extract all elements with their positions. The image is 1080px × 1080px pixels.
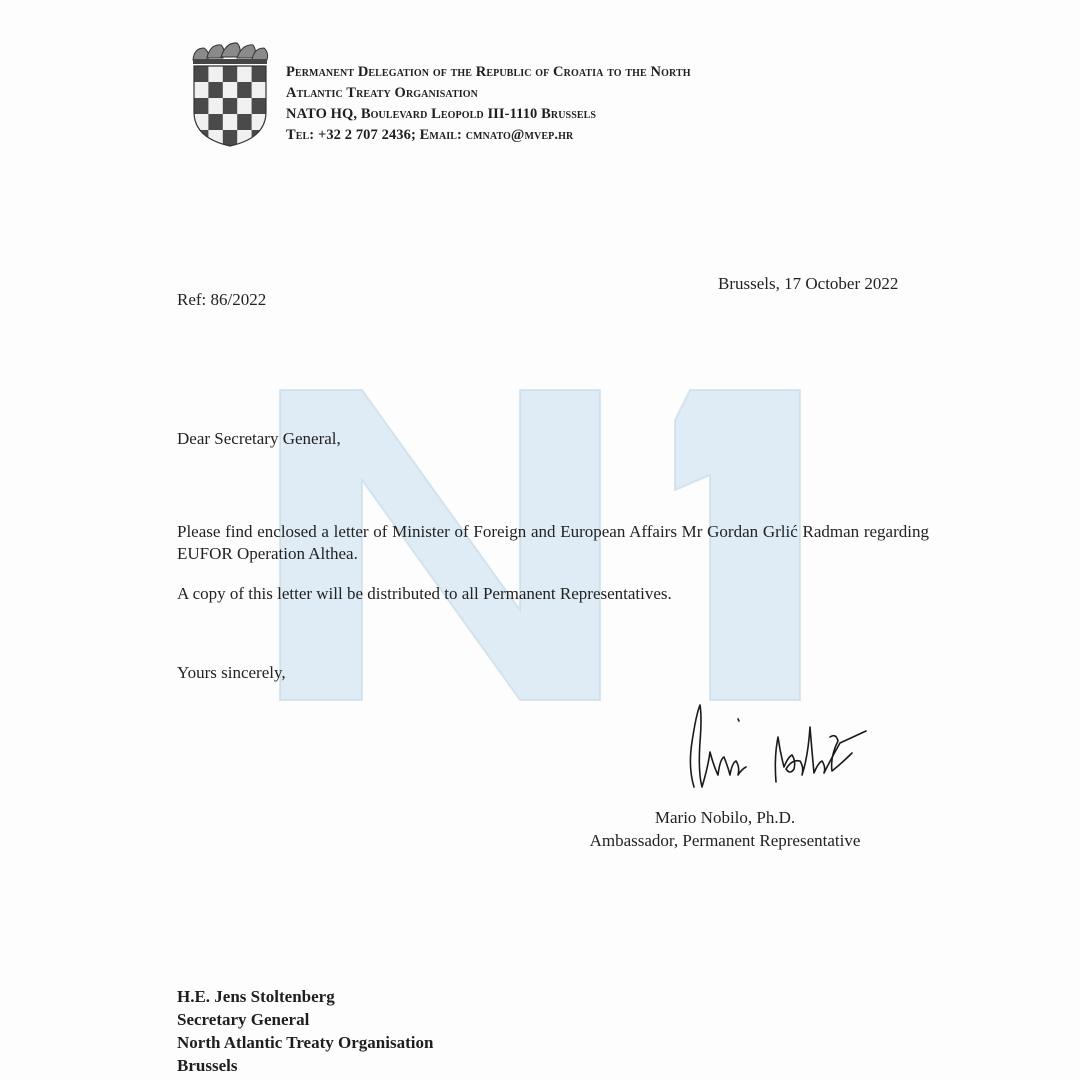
body-paragraph-1: Please find enclosed a letter of Minister of Foreign and European Affairs Mr Gordan Grlić Radman regarding EUFOR Operation Althea. [177, 522, 929, 563]
letterhead-line-4: Tel: +32 2 707 2436; Email: cmnato@mvep.hr [286, 127, 574, 143]
addressee-role: Secretary General [177, 1010, 310, 1029]
letter-date: Brussels, 17 October 2022 [718, 274, 899, 293]
signer-title: Ambassador, Permanent Representative [589, 831, 861, 850]
letterhead-line-2: Atlantic Treaty Organisation [286, 85, 478, 101]
addressee-name: H.E. Jens Stoltenberg [177, 987, 335, 1006]
letterhead [286, 62, 691, 146]
letterhead-line-3: NATO HQ, Boulevard Leopold III-1110 Brussels [286, 106, 597, 122]
closing: Yours sincerely, [177, 663, 286, 682]
letterhead-line-1: Permanent Delegation of the Republic of Croatia to the North [286, 64, 691, 80]
addressee-block [177, 985, 433, 1077]
signer-name: Mario Nobilo, Ph.D. [654, 808, 796, 827]
body-paragraph-2: A copy of this letter will be distributed to all Permanent Representatives. [177, 584, 672, 603]
addressee-organisation: North Atlantic Treaty Organisation [177, 1033, 434, 1052]
handwritten-signature [680, 697, 880, 797]
signer-block [560, 806, 890, 852]
salutation: Dear Secretary General, [177, 429, 341, 448]
reference-number: Ref: 86/2022 [177, 290, 267, 309]
croatian-coat-of-arms-icon [190, 42, 270, 148]
addressee-city: Brussels [177, 1056, 238, 1075]
